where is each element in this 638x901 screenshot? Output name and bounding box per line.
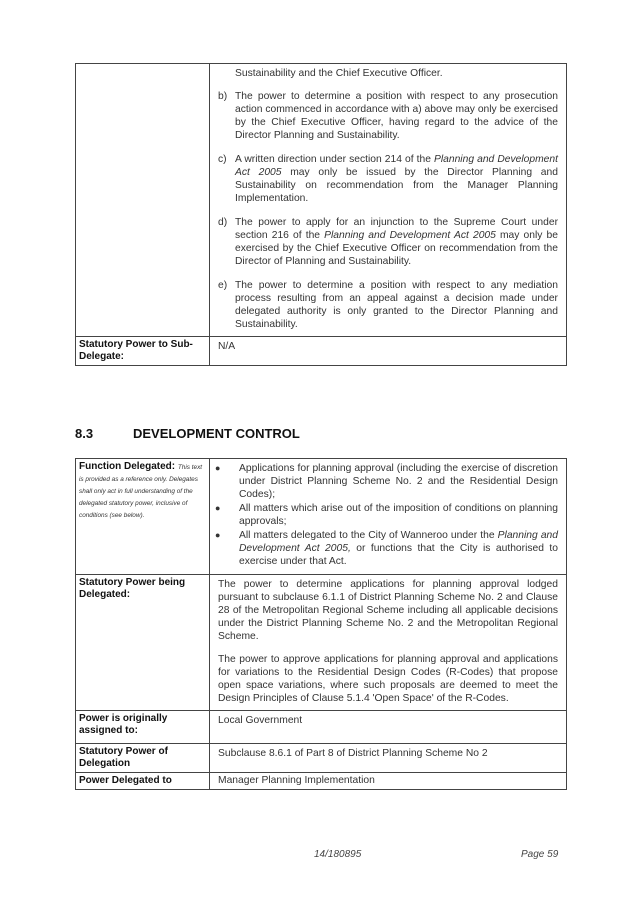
condition-item-c: c) A written direction under section 214 of the Planning and Development Act 2005 may only be issued by the Director Planning and Sustainability on recommendation from the Manager Planning Implementation. [218, 154, 558, 204]
sub-delegate-label: Statutory Power to Sub-Delegate: [76, 337, 210, 366]
function-value-cell [210, 459, 567, 575]
delegation-table-continued [75, 63, 567, 366]
bullet-icon: ● [215, 463, 221, 473]
delegated-to-row [76, 773, 567, 790]
statutory-delegation-row [76, 744, 567, 773]
development-control-table [75, 458, 567, 790]
bullet-icon: ● [215, 530, 221, 540]
continuation-text: Sustainability and the Chief Executive Officer. [235, 68, 443, 79]
statutory-delegation-label: Statutory Power of Delegation [76, 744, 210, 773]
statutory-power-value: The power to determine applications for planning approval lodged pursuant to subclause 6.1.1 of District Planning Scheme No. 2 and Clause 28 of the Metropolitan Regional Scheme including all applicable decisions under the District Planning Scheme No. 2 and the Metropolitan Regional Scheme. The power to approve applications for planning approval and applications for variations to the Residential Design Codes (R-Codes) that propose open space variations, where such proposals are deemed to meet the Design Principles of Clause 5.1.4 'Open Space' of the R-Codes. [210, 575, 567, 711]
condition-item-e: e) The power to determine a position with respect to any mediation process resulting from an appeal against a decision made under delegated authority is only granted to the Director Planning and Sustainability. [218, 280, 558, 330]
bullet-icon: ● [215, 503, 221, 513]
function-bullet: ● Applications for planning approval (including the exercise of discretion under District Planning Scheme No. 2 and the Residential Design Codes); [215, 463, 558, 500]
condition-item-b: b) The power to determine a position with respect to any prosecution action commenced in accordance with a) above may only be exercised by the Chief Executive Officer, having regard to the advice of the Director Planning and Sustainability. [218, 91, 558, 141]
function-bullet: ● All matters delegated to the City of Wanneroo under the Planning and Development Act 2005, or functions that the City is authorised to exercise under that Act. [215, 530, 558, 567]
empty-label-cell [76, 64, 210, 337]
conditions-cell [210, 64, 567, 337]
function-note: This text is provided as a reference only. Delegates shall only act in full understanding of the delegated statutory power, inclusive of conditions (see below). [79, 464, 203, 519]
function-bullet: ● All matters which arise out of the imposition of conditions on planning approvals; [215, 503, 558, 527]
function-label-cell [76, 459, 210, 575]
function-row [76, 459, 567, 575]
page-number: Page 59 [521, 849, 559, 860]
sub-delegate-row [76, 337, 567, 366]
statutory-power-label: Statutory Power being Delegated: [76, 575, 210, 711]
delegated-to-value: Manager Planning Implementation [210, 773, 567, 790]
section-heading [75, 426, 300, 441]
assigned-value: Local Government [210, 711, 567, 744]
statutory-delegation-value: Subclause 8.6.1 of Part 8 of District Planning Scheme No 2 [210, 744, 567, 773]
condition-item-d: d) The power to apply for an injunction to the Supreme Court under section 216 of the Planning and Development Act 2005 may only be exercised by the Chief Executive Officer on recommendation from the Director of Planning and Sustainability. [218, 217, 558, 267]
statutory-power-row [76, 575, 567, 711]
delegated-to-label: Power Delegated to [76, 773, 210, 790]
document-reference: 14/180895 [314, 849, 362, 860]
section-title: DEVELOPMENT CONTROL [133, 426, 300, 441]
conditions-row [76, 64, 567, 337]
sub-delegate-value: N/A [210, 337, 567, 366]
section-number: 8.3 [75, 426, 94, 441]
assigned-label: Power is originally assigned to: [76, 711, 210, 744]
assigned-row [76, 711, 567, 744]
function-label: Function Delegated: [79, 461, 176, 472]
